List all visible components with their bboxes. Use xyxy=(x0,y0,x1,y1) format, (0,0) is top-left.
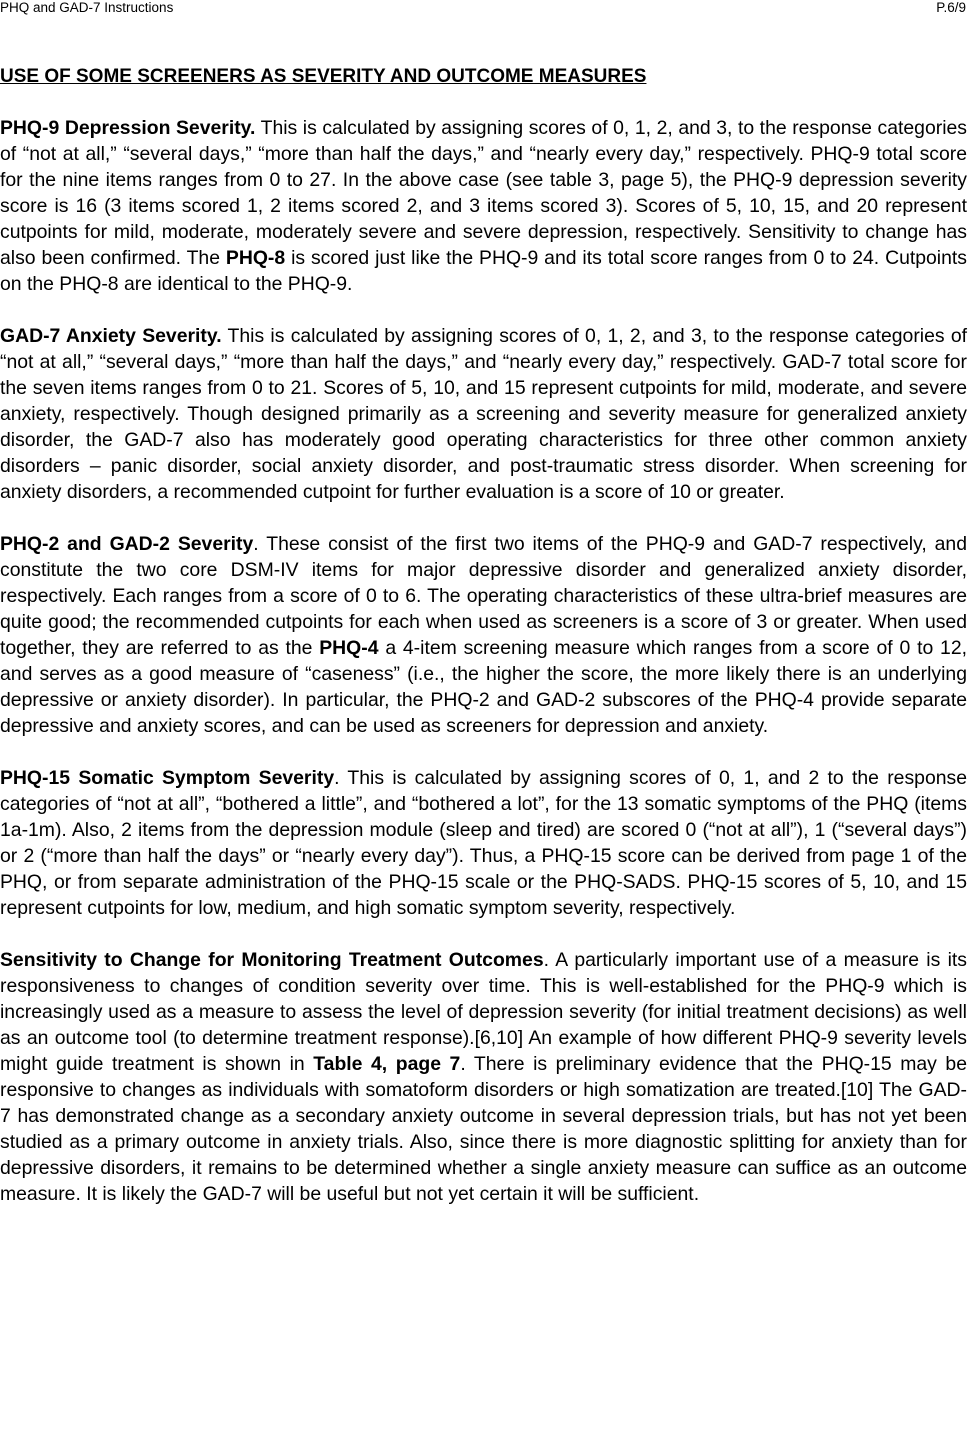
section-title: USE OF SOME SCREENERS AS SEVERITY AND OUTCOME MEASURES xyxy=(0,66,647,87)
document-body xyxy=(0,115,967,1233)
paragraph-phq15-severity xyxy=(0,765,967,921)
paragraph-text: This is calculated by assigning scores of 0, 1, 2, and 3, to the response categories of “not at all,” “several days,” “more than half the days,” and “nearly every day,” respectively. PHQ-9 total score for the nine items ranges from 0 to 27. In the above case (see table 3, page 5), the PHQ-9 depression severity score is 16 (3 items scored 1, 2 items scored 2, and 3 items scored 3). Scores of 5, 10, 15, and 20 represent cutpoints for mild, moderate, moderately severe and severe depression, respectively. Sensitivity to change has also been confirmed. The xyxy=(0,117,967,269)
page-header xyxy=(0,0,968,20)
paragraph-heading: PHQ-15 Somatic Symptom Severity xyxy=(0,767,335,789)
inline-bold-term: PHQ-4 xyxy=(319,637,379,659)
paragraph-gad7-severity xyxy=(0,323,967,505)
paragraph-phq2-gad2-severity xyxy=(0,531,967,739)
paragraph-text: . These consist of the first two items of the PHQ-9 and GAD-7 respectively, and constitute the two core DSM-IV items for major depressive disorder and generalized anxiety disorder, respectively. Each ranges from a score of 0 to 6. The operating characteristics of these ultra-brief measures are quite good; the recommended cutpoints for each when used as screeners is a score of 3 or greater. When used together, they are referred to as the xyxy=(0,533,968,659)
document-name: PHQ and GAD-7 Instructions xyxy=(0,0,174,15)
paragraph-sensitivity-to-change xyxy=(0,947,967,1207)
paragraph-text: . This is calculated by assigning scores of 0, 1, and 2 to the response categories of “not at all”, “bothered a little”, and “bothered a lot”, for the 13 somatic symptoms of the PHQ (items 1a-1m). Also, 2 items from the depression module (sleep and tired) are scored 0 (“not at all”), 1 (“several days”) or 2 (“more than half the days” or “nearly every day”). Thus, a PHQ-15 score can be derived from page 1 of the PHQ, or from separate administration of the PHQ-15 scale or the PHQ-SADS. PHQ-15 scores of 5, 10, and 15 represent cutpoints for low, medium, and high somatic symptom severity, respectively. xyxy=(0,767,967,919)
inline-bold-term: PHQ-8 xyxy=(225,247,286,269)
paragraph-heading: Sensitivity to Change for Monitoring Treatment Outcomes xyxy=(0,949,544,971)
page-number: P.6/9 xyxy=(936,0,966,15)
paragraph-text: This is calculated by assigning scores of 0, 1, 2, and 3, to the response categories of “not at all,” “several days,” “more than half the days,” and “nearly every day,” respectively. GAD-7 total score for the seven items ranges from 0 to 21. Scores of 5, 10, and 15 represent cutpoints for mild, moderate, and severe anxiety, respectively. Though designed primarily as a screening and severity measure for generalized anxiety disorder, the GAD-7 also has moderately good operating characteristics for three other common anxiety disorders – panic disorder, social anxiety disorder, and post-traumatic stress disorder. When screening for anxiety disorders, a recommended cutpoint for further evaluation is a score of 10 or greater. xyxy=(0,325,967,503)
table-reference-link: Table 4, page 7 xyxy=(313,1053,461,1075)
paragraph-heading: GAD-7 Anxiety Severity. xyxy=(0,325,222,347)
paragraph-text: . There is preliminary evidence that the PHQ-15 may be responsive to changes as individuals with somatoform disorders or high somatization are treated.[10] The GAD-7 has demonstrated change as a secondary anxiety outcome in several depression trials, but has not yet been studied as a primary outcome in anxiety trials. Also, since there is more diagnostic splitting for anxiety than for depressive disorders, it remains to be determined whether a single anxiety measure can suffice as an outcome measure. It is likely the GAD-7 will be useful but not yet certain it will be sufficient. xyxy=(0,1053,967,1205)
paragraph-phq9-severity xyxy=(0,115,967,297)
paragraph-text: . A particularly important use of a measure is its responsiveness to changes of condition severity over time. This is well-established for the PHQ-9 which is increasingly used as a measure to assess the level of depression severity (for initial treatment decisions) as well as an outcome tool (to determine treatment response).[6,10] An example of how different PHQ-9 severity levels might guide treatment is shown in xyxy=(0,949,967,1075)
paragraph-heading: PHQ-9 Depression Severity. xyxy=(0,117,256,139)
paragraph-text: a 4-item screening measure which ranges from a score of 0 to 12, and serves as a good measure of “caseness” (i.e., the higher the score, the more likely there is an underlying depressive or anxiety disorder). In particular, the PHQ-2 and GAD-2 subscores of the PHQ-4 provide separate depressive and anxiety scores, and can be used as screeners for depression and anxiety. xyxy=(0,637,967,737)
paragraph-text: is scored just like the PHQ-9 and its total score ranges from 0 to 24. Cutpoints on the PHQ-8 are identical to the PHQ-9. xyxy=(0,247,967,295)
paragraph-heading: PHQ-2 and GAD-2 Severity xyxy=(0,533,254,555)
